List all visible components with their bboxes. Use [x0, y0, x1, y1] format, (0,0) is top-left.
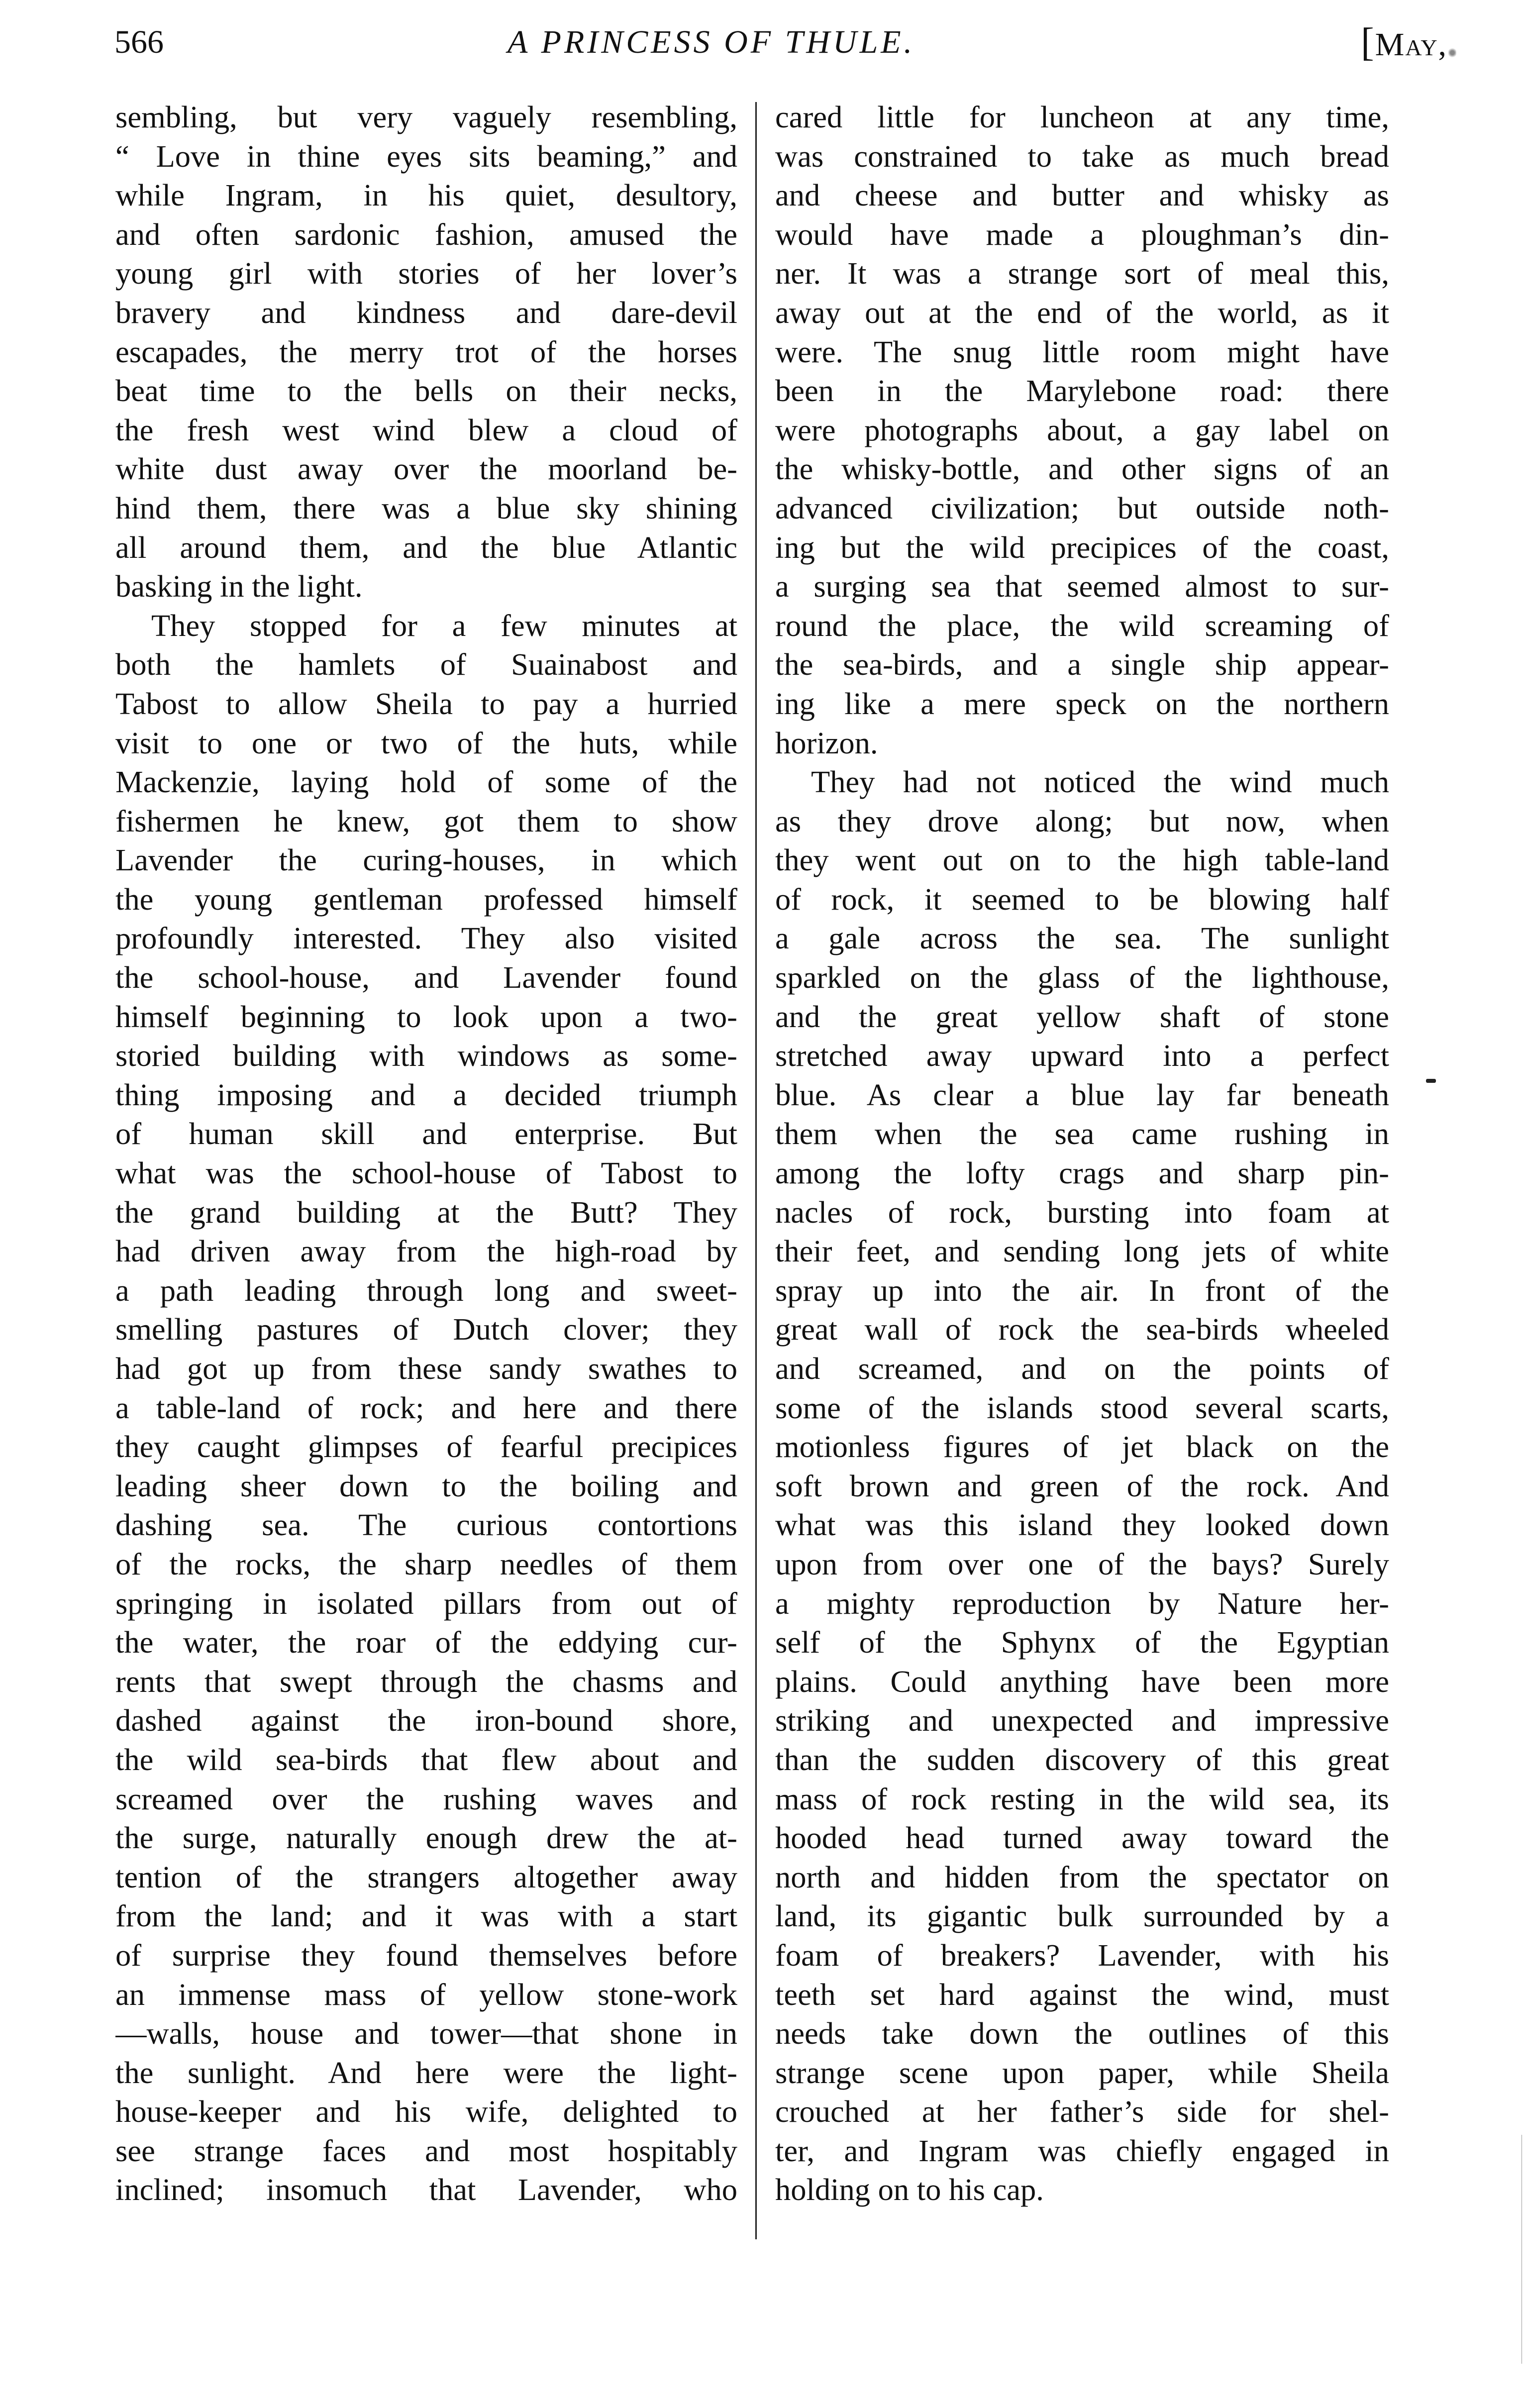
text-line: away out at the end of the world, as it [775, 295, 1389, 330]
text-line: as they drove along; but now, when [775, 803, 1389, 838]
text-line: mass of rock resting in the wild sea, its [775, 1781, 1389, 1816]
text-line: and cheese and butter and whisky as [775, 178, 1389, 213]
text-line: house-keeper and his wife, delighted to [115, 2094, 737, 2129]
text-line: crouched at her father’s side for shel- [775, 2094, 1389, 2129]
text-line: dashed against the iron-bound shore, [115, 1703, 737, 1738]
text-line: needs take down the outlines of this [775, 2016, 1389, 2051]
text-line: Mackenzie, laying hold of some of the [115, 764, 737, 800]
text-line: was constrained to take as much bread [775, 138, 1389, 174]
text-line: among the lofty crags and sharp pin- [775, 1155, 1389, 1191]
text-line: from the land; and it was with a start [115, 1898, 737, 1934]
text-line: Lavender the curing-houses, in which [115, 842, 737, 878]
page-number: 566 [114, 24, 164, 60]
text-line: great wall of rock the sea-birds wheeled [775, 1312, 1389, 1347]
right-text-column [775, 98, 1389, 2209]
text-line: would have made a ploughman’s din- [775, 216, 1389, 252]
text-line: the wild sea-birds that flew about and [115, 1742, 737, 1777]
text-line: some of the islands stood several scarts, [775, 1390, 1389, 1425]
text-line: see strange faces and most hospitably [115, 2133, 737, 2168]
bracket-glyph: [ [1361, 20, 1375, 64]
text-line: strange scene upon paper, while Sheila [775, 2055, 1389, 2090]
text-line: the fresh west wind blew a cloud of [115, 412, 737, 447]
text-line: of the rocks, the sharp needles of them [115, 1546, 737, 1581]
text-line: the surge, naturally enough drew the at- [115, 1820, 737, 1856]
text-line: the young gentleman professed himself [115, 881, 737, 917]
text-line: both the hamlets of Suainabost and [115, 647, 737, 682]
text-line: been in the Marylebone road: there [775, 373, 1389, 409]
text-line: had got up from these sandy swathes to [115, 1351, 737, 1386]
text-line: screamed over the rushing waves and [115, 1781, 737, 1816]
text-line: a surging sea that seemed almost to sur- [775, 569, 1389, 604]
text-line: white dust away over the moorland be- [115, 451, 737, 487]
text-line: and often sardonic fashion, amused the [115, 216, 737, 252]
text-line: all around them, and the blue Atlantic [115, 529, 737, 565]
text-line: advanced civilization; but outside noth- [775, 490, 1389, 525]
text-line: the school-house, and Lavender found [115, 960, 737, 995]
text-line: and screamed, and on the points of [775, 1351, 1389, 1386]
text-line: round the place, the wild screaming of [775, 608, 1389, 643]
text-line: cared little for luncheon at any time, [775, 100, 1389, 134]
ornament-icon [1448, 47, 1456, 58]
issue-month [1361, 20, 1456, 67]
text-line: inclined; insomuch that Lavender, who [115, 2172, 737, 2207]
text-line: than the sudden discovery of this great [775, 1742, 1389, 1777]
text-line: stretched away upward into a perfect [775, 1038, 1389, 1073]
text-line: while Ingram, in his quiet, desultory, [115, 178, 737, 213]
text-line: soft brown and green of the rock. And [775, 1468, 1389, 1503]
text-line: teeth set hard against the wind, must [775, 1977, 1389, 2012]
text-line: what was the school-house of Tabost to [115, 1155, 737, 1191]
text-line: bravery and kindness and dare-devil [115, 295, 737, 330]
text-line: springing in isolated pillars from out of [115, 1585, 737, 1621]
text-line: ing but the wild precipices of the coast, [775, 529, 1389, 565]
text-line: They had not noticed the wind much [811, 764, 1389, 800]
text-line: north and hidden from the spectator on [775, 1859, 1389, 1894]
text-line: were. The snug little room might have [775, 334, 1389, 369]
text-line: they caught glimpses of fearful precipices [115, 1429, 737, 1465]
text-line: were photographs about, a gay label on [775, 412, 1389, 447]
text-line: nacles of rock, bursting into foam at [775, 1194, 1389, 1230]
text-line: their feet, and sending long jets of white [775, 1234, 1389, 1269]
text-line: had driven away from the high-road by [115, 1234, 737, 1269]
text-line: hooded head turned away toward the [775, 1820, 1389, 1856]
text-line: a mighty reproduction by Nature her- [775, 1585, 1389, 1621]
text-line: of rock, it seemed to be blowing half [775, 881, 1389, 917]
text-line: they went out on to the high table-land [775, 842, 1389, 878]
text-line: upon from over one of the bays? Surely [775, 1546, 1389, 1581]
text-line: a table-land of rock; and here and there [115, 1390, 737, 1425]
text-line: horizon. [775, 725, 878, 760]
column-divider [755, 102, 757, 2239]
text-line: and the great yellow shaft of stone [775, 999, 1389, 1034]
text-line: himself beginning to look upon a two- [115, 999, 737, 1034]
text-line: the grand building at the Butt? They [115, 1194, 737, 1230]
month-label: May, [1375, 26, 1448, 63]
text-line: smelling pastures of Dutch clover; they [115, 1312, 737, 1347]
text-line: the sunlight. And here were the light- [115, 2055, 737, 2090]
text-line: —walls, house and tower—that shone in [115, 2016, 737, 2051]
text-line: the whisky-bottle, and other signs of an [775, 451, 1389, 487]
text-line: sembling, but very vaguely resembling, [115, 100, 737, 134]
text-line: an immense mass of yellow stone-work [115, 1977, 737, 2012]
text-line: holding on to his cap. [775, 2172, 1044, 2207]
margin-speck [1426, 1079, 1436, 1083]
text-line: ner. It was a strange sort of meal this, [775, 256, 1389, 291]
left-text-column [115, 98, 737, 2209]
text-line: land, its gigantic bulk surrounded by a [775, 1898, 1389, 1934]
text-line: hind them, there was a blue sky shining [115, 490, 737, 525]
text-line: ter, and Ingram was chiefly engaged in [775, 2133, 1389, 2168]
text-line: rents that swept through the chasms and [115, 1664, 737, 1699]
text-line: the sea-birds, and a single ship appear- [775, 647, 1389, 682]
text-line: the water, the roar of the eddying cur- [115, 1625, 737, 1660]
text-line: ing like a mere speck on the northern [775, 686, 1389, 721]
text-line: thing imposing and a decided triumph [115, 1077, 737, 1112]
text-line: a path leading through long and sweet- [115, 1272, 737, 1308]
text-line: sparkled on the glass of the lighthouse, [775, 960, 1389, 995]
text-line: escapades, the merry trot of the horses [115, 334, 737, 369]
running-title: A PRINCESS OF THULE. [508, 24, 915, 60]
text-line: plains. Could anything have been more [775, 1664, 1389, 1699]
text-line: profoundly interested. They also visited [115, 921, 737, 956]
text-line: “ Love in thine eyes sits beaming,” and [115, 138, 737, 174]
text-line: Tabost to allow Sheila to pay a hurried [115, 686, 737, 721]
text-line: storied building with windows as some- [115, 1038, 737, 1073]
text-line: beat time to the bells on their necks, [115, 373, 737, 409]
text-line: They stopped for a few minutes at [151, 608, 737, 643]
text-line: tention of the strangers altogether away [115, 1859, 737, 1894]
text-line: young girl with stories of her lover’s [115, 256, 737, 291]
text-line: a gale across the sea. The sunlight [775, 921, 1389, 956]
text-line: dashing sea. The curious contortions [115, 1507, 737, 1543]
text-line: basking in the light. [115, 569, 363, 604]
text-line: blue. As clear a blue lay far beneath [775, 1077, 1389, 1112]
text-line: motionless figures of jet black on the [775, 1429, 1389, 1465]
text-line: spray up into the air. In front of the [775, 1272, 1389, 1308]
page-header [114, 20, 1458, 65]
text-line: foam of breakers? Lavender, with his [775, 1937, 1389, 1973]
text-line: visit to one or two of the huts, while [115, 725, 737, 760]
text-line: what was this island they looked down [775, 1507, 1389, 1543]
text-line: striking and unexpected and impressive [775, 1703, 1389, 1738]
text-line: fishermen he knew, got them to show [115, 803, 737, 838]
text-line: leading sheer down to the boiling and [115, 1468, 737, 1503]
text-line: self of the Sphynx of the Egyptian [775, 1625, 1389, 1660]
text-line: of surprise they found themselves before [115, 1937, 737, 1973]
text-line: of human skill and enterprise. But [115, 1116, 737, 1152]
text-line: them when the sea came rushing in [775, 1116, 1389, 1152]
